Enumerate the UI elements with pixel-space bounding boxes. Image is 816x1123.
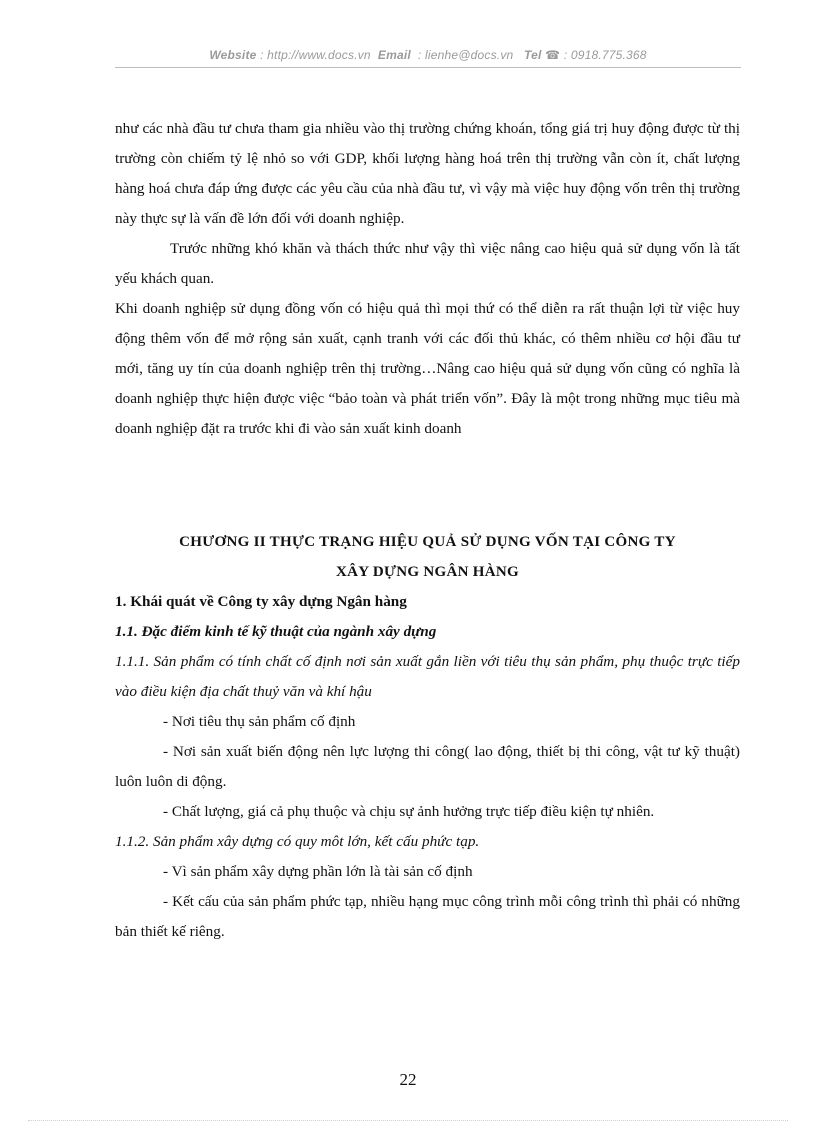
footer-divider [28, 1120, 788, 1121]
bullet-5: - Kết cấu của sản phẩm phức tạp, nhiều hạng mục công trình mỗi công trình thì phải có những bản thiết kế riêng. [115, 893, 740, 940]
paragraph-3: Khi doanh nghiệp sử dụng đồng vốn có hiệu quả thì mọi thứ có thể diễn ra rất thuận lợi từ việc huy động thêm vốn để mở rộng sản xuất, cạnh tranh với các đối thủ khác, có thêm nhiều cơ hội đầu tư mới, tăng uy tín của doanh nghiệp trên thị trường…Nâng cao hiệu quả sử dụng vốn cũng có nghĩa là doanh nghiệp thực hiện được việc “bảo toàn và phát triển vốn”. Đây là một trong những mục tiêu mà doanh nghiệp đặt ra trước khi đi vào sản xuất kinh doanh [115, 300, 740, 437]
heading-1-1-2: 1.1.2. Sản phẩm xây dựng có quy môt lớn, kết cấu phức tạp. [115, 833, 480, 850]
website-label: Website [209, 48, 257, 62]
heading-1-1-1: 1.1.1. Sản phẩm có tính chất cố định nơi sản xuất gắn liền với tiêu thụ sản phẩm, phụ thuộc trực tiếp vào điều kiện địa chất thuỷ văn và khí hậu [115, 653, 740, 700]
heading-1: 1. Khái quát về Công ty xây dựng Ngân hàng [115, 593, 407, 610]
website-value: : http://www.docs.vn [260, 48, 371, 62]
bullet-4: - Vì sản phẩm xây dựng phần lớn là tài sản cố định [163, 863, 473, 880]
chapter-title-line-1: CHƯƠNG II THỰC TRẠNG HIỆU QUẢ SỬ DỤNG VỐN TẠI CÔNG TY [179, 534, 676, 550]
heading-1-1: 1.1. Đặc điểm kinh tế kỹ thuật của ngành xây dựng [115, 623, 437, 640]
bullet-3: - Chất lượng, giá cả phụ thuộc và chịu sự ảnh hưởng trực tiếp điều kiện tự nhiên. [163, 803, 655, 820]
header-divider [115, 67, 741, 68]
tel-value: ☎ : 0918.775.368 [545, 48, 647, 62]
page-header [115, 48, 741, 62]
email-value: : lienhe@docs.vn [417, 48, 514, 62]
page-number: 22 [399, 1070, 417, 1089]
chapter-title-line-2: XÂY DỰNG NGÂN HÀNG [335, 564, 520, 580]
paragraph-2: Trước những khó khăn và thách thức như vậy thì việc nâng cao hiệu quả sử dụng vốn là tất yếu khách quan. [115, 240, 740, 287]
section-gap [115, 444, 740, 527]
tel-label: Tel [524, 48, 542, 62]
bullet-1: - Nơi tiêu thụ sản phẩm cố định [163, 713, 356, 730]
bullet-2: - Nơi sản xuất biến động nên lực lượng thi công( lao động, thiết bị thi công, vật tư kỹ thuật) luôn luôn di động. [115, 743, 740, 790]
document-body [115, 114, 740, 947]
email-label: Email [377, 48, 411, 62]
paragraph-1: như các nhà đầu tư chưa tham gia nhiều vào thị trường chứng khoán, tổng giá trị huy động được từ thị trường còn chiếm tỷ lệ nhỏ so với GDP, khối lượng hàng hoá trên thị trường vẫn còn ít, chất lượng hàng hoá chưa đáp ứng được các yêu cầu của nhà đầu tư, vì vậy mà việc huy động vốn trên thị trường này thực sự là vấn đề lớn đối với doanh nghiệp. [115, 120, 740, 227]
